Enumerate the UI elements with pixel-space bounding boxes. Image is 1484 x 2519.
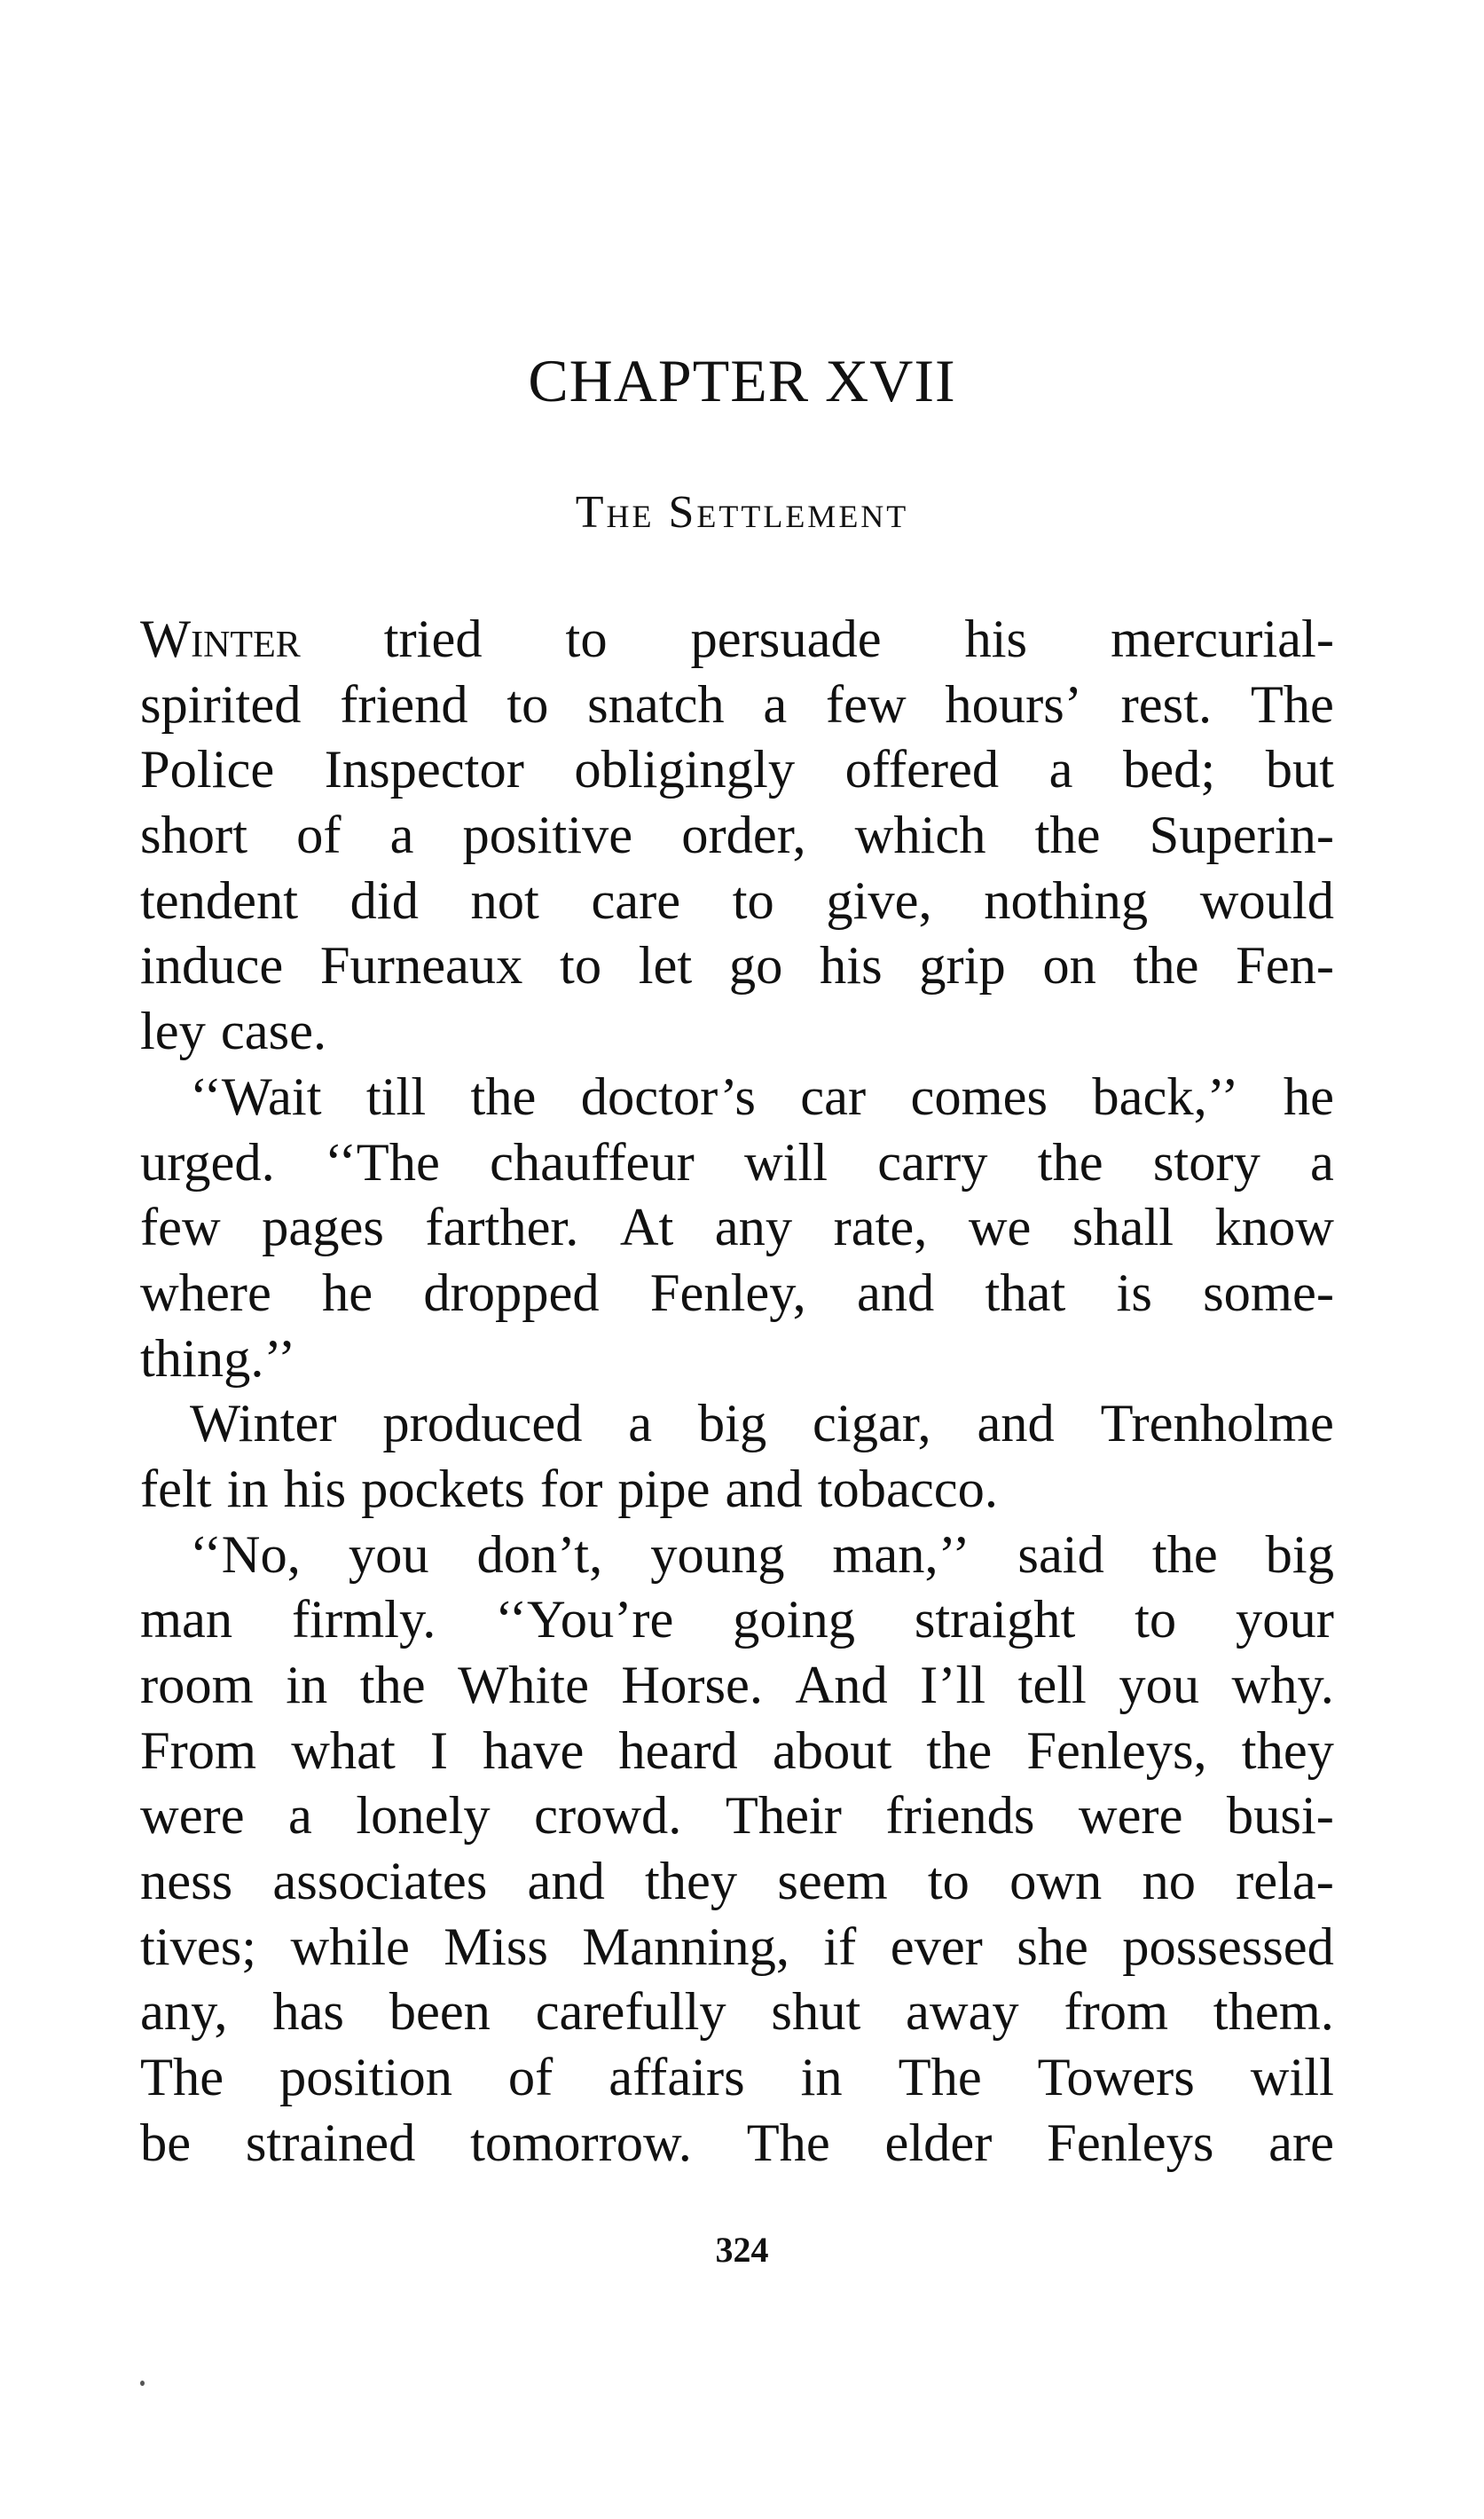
word: Fenley,	[649, 1263, 806, 1323]
word: felt	[140, 1459, 212, 1519]
word: in	[800, 2048, 843, 2108]
word: in	[286, 1656, 328, 1715]
word: grip	[919, 936, 1006, 996]
text-line	[140, 1523, 1334, 1588]
word: the	[470, 1067, 537, 1127]
word: elder	[884, 2113, 993, 2173]
word: man	[140, 1590, 233, 1650]
word: young	[650, 1524, 785, 1585]
word: any	[714, 1198, 793, 1258]
word: tendent	[140, 870, 299, 931]
word: short	[140, 806, 247, 866]
word: will	[1250, 2048, 1334, 2108]
word: farther.	[425, 1198, 579, 1258]
word: affairs	[609, 2048, 745, 2108]
text-line	[140, 933, 1334, 999]
word: he	[1283, 1067, 1334, 1127]
word: on	[1042, 936, 1096, 996]
word: while	[290, 1917, 410, 1977]
word: positive	[462, 806, 633, 866]
text-line	[140, 1130, 1334, 1196]
word: From	[140, 1720, 257, 1781]
word: Winter	[190, 1394, 337, 1454]
word: busi-	[1226, 1786, 1334, 1846]
word: obligingly	[574, 740, 796, 800]
word: ‘‘Wait	[190, 1067, 322, 1127]
word: go	[728, 936, 783, 996]
word: shall	[1072, 1198, 1174, 1258]
word: you	[1119, 1656, 1200, 1715]
word: Horse.	[621, 1656, 764, 1715]
word: hours’	[945, 674, 1082, 735]
word: ‘‘The	[325, 1132, 440, 1193]
word: story	[1152, 1132, 1260, 1193]
word: dropped	[423, 1263, 600, 1323]
text-line	[140, 1915, 1334, 1980]
word: to	[1135, 1590, 1177, 1650]
text-line	[140, 1980, 1334, 2045]
word: produced	[382, 1394, 583, 1454]
word: tives;	[140, 1917, 257, 1977]
word: don’t,	[476, 1524, 603, 1585]
text-line	[140, 1783, 1334, 1849]
word: few	[825, 674, 907, 735]
word: your	[1236, 1590, 1334, 1650]
word: bed;	[1123, 740, 1216, 800]
word: back,’’	[1092, 1067, 1239, 1127]
word: car	[800, 1067, 867, 1127]
word: comes	[910, 1067, 1048, 1127]
word: At	[619, 1198, 674, 1258]
print-speck	[140, 2381, 145, 2386]
word: for	[539, 1459, 603, 1519]
word: ‘‘No,	[190, 1524, 301, 1585]
text-line	[140, 737, 1334, 803]
word: the	[1133, 936, 1199, 996]
word: were	[140, 1786, 245, 1846]
word: and	[977, 1394, 1055, 1454]
word: lonely	[356, 1786, 491, 1846]
word: The	[140, 2048, 224, 2108]
word: shut	[771, 1982, 861, 2043]
word: he	[322, 1263, 373, 1323]
word: the	[359, 1656, 426, 1715]
word: them.	[1213, 1982, 1334, 2043]
word: let	[638, 936, 693, 996]
word: you	[348, 1524, 429, 1585]
text-line	[140, 1653, 1334, 1719]
text-line	[140, 1457, 1334, 1523]
word: a	[1310, 1132, 1334, 1193]
word: are	[1268, 2113, 1334, 2173]
body-text	[140, 607, 1334, 2177]
text-line	[140, 2111, 1334, 2177]
chapter-title: The Settlement	[575, 487, 909, 538]
word: is	[1116, 1263, 1152, 1323]
word: what	[291, 1720, 396, 1781]
word: know	[1214, 1198, 1334, 1258]
word: tomorrow.	[470, 2113, 692, 2173]
word: were	[1078, 1786, 1183, 1846]
text-line	[140, 999, 1334, 1065]
word: his	[964, 610, 1028, 669]
word: ness	[140, 1852, 233, 1912]
word: urged.	[140, 1132, 275, 1193]
word: we	[968, 1198, 1032, 1258]
word: Trenholme	[1100, 1394, 1334, 1454]
word: the	[1037, 1132, 1103, 1193]
word: carry	[877, 1132, 988, 1193]
word: offered	[844, 740, 1000, 800]
word: to	[732, 870, 774, 931]
word: rest.	[1120, 674, 1213, 735]
word: Their	[725, 1786, 842, 1846]
text-line	[140, 1065, 1334, 1130]
page-number: 324	[715, 2230, 769, 2270]
text-line	[140, 2045, 1334, 2111]
word: Superin-	[1149, 806, 1334, 866]
word: not	[470, 870, 539, 931]
word: of	[507, 2048, 554, 2108]
word: to	[506, 674, 549, 735]
word: they	[645, 1852, 738, 1912]
word: would	[1199, 870, 1334, 931]
word: any,	[140, 1982, 228, 2043]
chapter-heading: CHAPTER XVII	[528, 347, 956, 414]
word: said	[1017, 1524, 1104, 1585]
word: And	[795, 1656, 888, 1715]
word: going	[733, 1590, 855, 1650]
word: from	[1064, 1982, 1169, 2043]
word: why.	[1231, 1656, 1334, 1715]
word: a	[628, 1394, 653, 1454]
word: The	[1250, 674, 1334, 735]
word: The	[746, 2113, 830, 2173]
word: in	[226, 1459, 269, 1519]
word: his	[820, 936, 883, 996]
word: Towers	[1037, 2048, 1195, 2108]
word: and	[856, 1263, 935, 1323]
text-line	[140, 1326, 1334, 1392]
word: few	[140, 1198, 221, 1258]
word: if	[823, 1917, 857, 1977]
word: seem	[777, 1852, 888, 1912]
word: ever	[890, 1917, 983, 1977]
word: be	[140, 2113, 192, 2173]
word: position	[279, 2048, 452, 2108]
word: will	[743, 1132, 828, 1193]
word: persuade	[690, 610, 882, 669]
word: a	[288, 1786, 312, 1846]
text-line	[140, 1719, 1334, 1784]
word: Manning,	[582, 1917, 789, 1977]
word: big	[697, 1394, 767, 1454]
word: order,	[681, 806, 806, 866]
word: The	[898, 2048, 982, 2108]
word: have	[483, 1720, 585, 1781]
text-line	[140, 1195, 1334, 1261]
word: straight	[914, 1590, 1076, 1650]
word: own	[1009, 1852, 1103, 1912]
word: case.	[220, 1002, 327, 1062]
word: I’ll	[920, 1656, 986, 1715]
word: give,	[826, 870, 932, 931]
word: White	[458, 1656, 589, 1715]
word: did	[349, 870, 419, 931]
word: chauffeur	[490, 1132, 695, 1193]
word: tried	[383, 610, 483, 669]
word: carefully	[535, 1982, 726, 2043]
word: about	[772, 1720, 892, 1781]
word: associates	[272, 1852, 488, 1912]
word: that	[985, 1263, 1066, 1323]
word: to	[560, 936, 602, 996]
word: the	[926, 1720, 993, 1781]
word: rela-	[1236, 1852, 1334, 1912]
word: pockets	[361, 1459, 525, 1519]
word: Police	[140, 740, 275, 800]
word: rate,	[833, 1198, 928, 1258]
word: Winter	[140, 610, 301, 669]
word: firmly.	[292, 1590, 436, 1650]
word: she	[1017, 1917, 1088, 1977]
text-line	[140, 1849, 1334, 1915]
word: crowd.	[534, 1786, 682, 1846]
word: to	[927, 1852, 970, 1912]
word: tell	[1017, 1656, 1087, 1715]
word: been	[389, 1982, 491, 2043]
word: the	[1034, 806, 1101, 866]
text-line	[140, 869, 1334, 934]
word: pipe	[617, 1459, 711, 1519]
word: some-	[1203, 1263, 1334, 1323]
word: no	[1142, 1852, 1196, 1912]
word: to	[565, 610, 608, 669]
text-line	[140, 607, 1334, 673]
word: Furneaux	[319, 936, 523, 996]
word: and	[725, 1459, 803, 1519]
word: cigar,	[813, 1394, 931, 1454]
word: snatch	[587, 674, 725, 735]
word: care	[591, 870, 681, 931]
word: friend	[340, 674, 468, 735]
word: heard	[618, 1720, 738, 1781]
text-line	[140, 673, 1334, 738]
word: they	[1241, 1720, 1334, 1781]
word: mercurial-	[1111, 610, 1334, 669]
word: Fenleys	[1047, 2113, 1214, 2173]
word: spirited	[140, 674, 302, 735]
word: ley	[140, 1002, 206, 1062]
word: has	[272, 1982, 344, 2043]
word: away	[906, 1982, 1019, 2043]
word: friends	[885, 1786, 1035, 1846]
word: man,’’	[832, 1524, 970, 1585]
word: but	[1265, 740, 1334, 800]
word: possessed	[1122, 1917, 1334, 1977]
word: till	[365, 1067, 427, 1127]
text-line	[140, 1391, 1334, 1457]
word: of	[296, 806, 342, 866]
word: doctor’s	[580, 1067, 756, 1127]
word: Inspector	[324, 740, 524, 800]
word: and	[527, 1852, 605, 1912]
word: room	[140, 1656, 254, 1715]
word: Fen-	[1236, 936, 1334, 996]
word: Miss	[444, 1917, 548, 1977]
word: a	[763, 674, 788, 735]
word: thing.’’	[140, 1328, 296, 1389]
word: tobacco.	[817, 1459, 998, 1519]
word: a	[389, 806, 414, 866]
word: ‘‘You’re	[495, 1590, 674, 1650]
word: nothing	[984, 870, 1149, 931]
word: which	[854, 806, 986, 866]
text-line	[140, 1587, 1334, 1653]
word: I	[429, 1720, 449, 1781]
text-line	[140, 803, 1334, 869]
word: Fenleys,	[1026, 1720, 1207, 1781]
text-line	[140, 1261, 1334, 1326]
word: pages	[262, 1198, 384, 1258]
word: big	[1265, 1524, 1334, 1585]
word: strained	[245, 2113, 416, 2173]
word: where	[140, 1263, 271, 1323]
word: a	[1048, 740, 1073, 800]
word: induce	[140, 936, 284, 996]
word: the	[1151, 1524, 1218, 1585]
word: his	[283, 1459, 347, 1519]
